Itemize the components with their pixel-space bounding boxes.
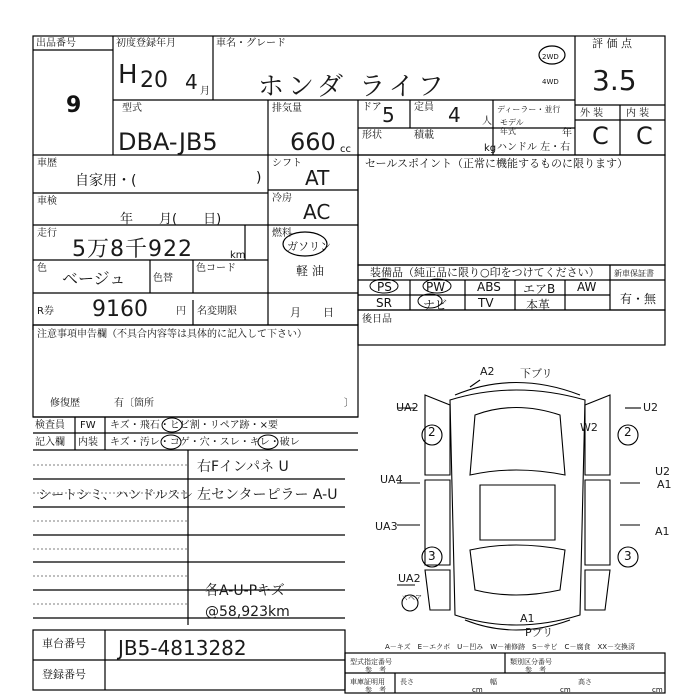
displacement-value: 660: [290, 128, 336, 156]
color-label: 色: [37, 263, 47, 274]
capacity-value: 4: [448, 103, 461, 127]
year-unit: 年: [562, 128, 572, 139]
warranty-value: 有・無: [620, 292, 657, 306]
person-unit: 人: [482, 116, 492, 127]
doors-value: 5: [382, 103, 395, 127]
diagram-label-top-right: 下ブリ: [520, 367, 553, 380]
car-diagram: [395, 365, 680, 640]
model-code-value: DBA-JB5: [118, 128, 218, 156]
registration-label: 登録番号: [42, 668, 86, 681]
title-change-label: 名変期限: [197, 306, 237, 317]
recycle-label: R券: [37, 306, 54, 317]
cc-unit: cc: [340, 144, 351, 155]
chassis-number: JB5-4813282: [118, 636, 247, 660]
mileage-label: 走行: [37, 228, 57, 239]
shape-label: 形状: [362, 130, 382, 141]
equip-sr: SR: [376, 296, 392, 310]
comment-4: 各A-U-Pキズ: [205, 583, 285, 599]
make-model-label: 車名・グレード: [216, 38, 286, 49]
diagram-label-left-mid: UA4: [380, 473, 403, 486]
diagram-label-left-lower: UA3: [375, 520, 398, 533]
equip-ps: PS: [377, 280, 392, 294]
diagram-label-right-upper: U2: [643, 401, 659, 414]
model-year-label: モデル年式: [500, 118, 524, 136]
diagram-label-left-bottom: UA2: [398, 572, 421, 585]
shift-value: AT: [305, 166, 330, 190]
drive-4wd: 4WD: [542, 78, 559, 86]
wheel-rf-number: 2: [624, 425, 632, 439]
first-registration-label: 初度登録年月: [116, 38, 176, 49]
right-front-fender: [585, 395, 610, 475]
make-model-value: ホンダ ライフ: [258, 72, 448, 102]
handle-label: ハンドル 左・右: [497, 142, 571, 153]
comment-1: 右Fインパネ U: [197, 459, 289, 475]
wheel-lr-number: 3: [428, 549, 436, 563]
equip-tv: TV: [478, 296, 494, 310]
diagram-label-bottom-1: A1: [520, 612, 535, 625]
width-unit: cm: [560, 686, 571, 694]
equip-navi: ナビ: [423, 298, 448, 312]
exterior-label: 外 装: [580, 108, 604, 119]
fuel-value: ガソリン: [287, 240, 331, 253]
month-unit: 月: [200, 86, 210, 97]
color-value: ベージュ: [62, 269, 126, 288]
mileage-value: 5万8千922: [72, 237, 193, 262]
ac-label: 冷房: [272, 193, 292, 204]
fuel-label: 燃料: [272, 228, 292, 239]
drive-2wd: 2WD: [542, 53, 559, 61]
repair-history-label: 修復歴: [50, 398, 80, 409]
right-rear-quarter: [585, 570, 610, 610]
type-designation-label: 型式指定番号: [350, 658, 392, 666]
diagram-label-top: A2: [480, 365, 495, 378]
ac-value: AC: [303, 200, 331, 224]
diagram-label-left-upper: UA2: [396, 401, 419, 414]
right-door: [585, 480, 610, 565]
lot-number: 9: [66, 93, 82, 118]
first-registration-year: 20: [140, 68, 168, 93]
writer-label: 記入欄: [35, 437, 65, 448]
equip-abs: ABS: [477, 280, 501, 294]
height-label: 高さ: [578, 678, 592, 686]
interior-grade: C: [636, 122, 653, 150]
type-designation-ref: 参 考: [365, 666, 386, 674]
history-value: 自家用・(: [75, 173, 137, 189]
equip-leather: 本革: [526, 298, 551, 312]
rear-items-label: 後日品: [362, 314, 392, 325]
length-unit: cm: [472, 686, 483, 694]
dealer-label: ディーラー・並行: [497, 105, 561, 114]
warranty-label: 新車保証書: [614, 269, 654, 278]
overall-grade: 3.5: [592, 64, 637, 97]
grade-label: 評 価 点: [592, 37, 632, 50]
width-label: 幅: [490, 678, 497, 686]
roof-outline: [480, 485, 555, 540]
notes-label: 注意事項申告欄（不具合内容等は具体的に記入して下さい）: [37, 329, 307, 340]
model-code-label: 型式: [122, 103, 142, 114]
recycle-value: 9160: [92, 297, 148, 322]
lot-number-label: 出品番号: [36, 38, 76, 49]
first-registration-era: H: [118, 60, 138, 90]
color-change-label: 色替: [153, 273, 173, 284]
wheel-lf-number: 2: [428, 425, 436, 439]
km-unit: km: [230, 250, 246, 261]
color-code-label: 色コード: [196, 263, 236, 274]
garage-cert-ref: 参 考: [365, 686, 386, 694]
yen-unit: 円: [176, 306, 186, 317]
interior-row-label: 内装: [78, 437, 98, 448]
equip-airbag: エアB: [523, 282, 556, 296]
doors-label: ドア: [362, 102, 382, 113]
comment-2: シートシミ、ハンドルスレ: [38, 488, 194, 503]
spare-tire-label: スペア: [401, 594, 422, 602]
category-label: 類別区分番号: [510, 658, 552, 666]
load-label: 積載: [414, 130, 434, 141]
diesel-option: 軽 油: [296, 264, 324, 278]
capacity-label: 定員: [414, 102, 434, 113]
inspection-value: 年 月( 日): [120, 212, 222, 227]
first-registration-month: 4: [185, 70, 198, 94]
diagram-label-right-lower: A1: [655, 525, 670, 538]
category-ref: 参 考: [525, 666, 546, 674]
fw-items: キズ・飛石・ヒビ割・リペア跡・×要: [110, 420, 278, 431]
diagram-label-bottom-2: Pブリ: [525, 626, 554, 639]
inspection-label: 車検: [37, 196, 57, 207]
left-rear-quarter: [425, 570, 450, 610]
diagram-label-door: W2: [580, 421, 598, 434]
inspector-label: 検査員: [35, 420, 65, 431]
rear-window-outline: [470, 545, 565, 595]
comment-5: @58,923km: [205, 604, 290, 620]
length-label: 長さ: [400, 678, 414, 686]
chassis-label: 車台番号: [42, 637, 86, 650]
repair-history-value: 有〔箇所: [114, 398, 154, 409]
height-unit: cm: [652, 686, 663, 694]
car-body-outline: [450, 390, 585, 625]
wheel-rr-number: 3: [624, 549, 632, 563]
history-close: ): [256, 170, 262, 186]
sales-point-label: セールスポイント（正常に機能するものに限ります）: [365, 157, 629, 170]
equip-aw: AW: [577, 280, 597, 294]
diagram-label-right-mid-1: U2: [655, 465, 671, 478]
fw-label: FW: [80, 420, 96, 431]
exterior-grade: C: [592, 122, 609, 150]
kg-unit: kg: [484, 143, 497, 154]
shift-label: シフト: [272, 158, 302, 169]
windshield-outline: [470, 408, 565, 476]
garage-cert-label: 車庫証明用: [350, 678, 385, 686]
equipment-label: 装備品（純正品に限り○印をつけてください）: [370, 266, 600, 279]
equip-pw: PW: [426, 280, 446, 294]
interior-label: 内 装: [626, 108, 650, 119]
displacement-label: 排気量: [272, 103, 302, 114]
interior-items: キズ・汚レ・コゲ・穴・スレ・キレ・破レ: [110, 437, 300, 448]
repair-history-close: 〕: [344, 398, 354, 409]
comment-3: 左センターピラー A-U: [197, 487, 338, 503]
history-label: 車歴: [37, 158, 57, 169]
title-change-value: 月 日: [290, 306, 334, 319]
damage-legend: A－キズ E－エクボ U－凹み W－補修跡 S－サビ C－腐食 XX－交換済: [385, 643, 636, 651]
diagram-label-right-mid-2: A1: [657, 478, 672, 491]
